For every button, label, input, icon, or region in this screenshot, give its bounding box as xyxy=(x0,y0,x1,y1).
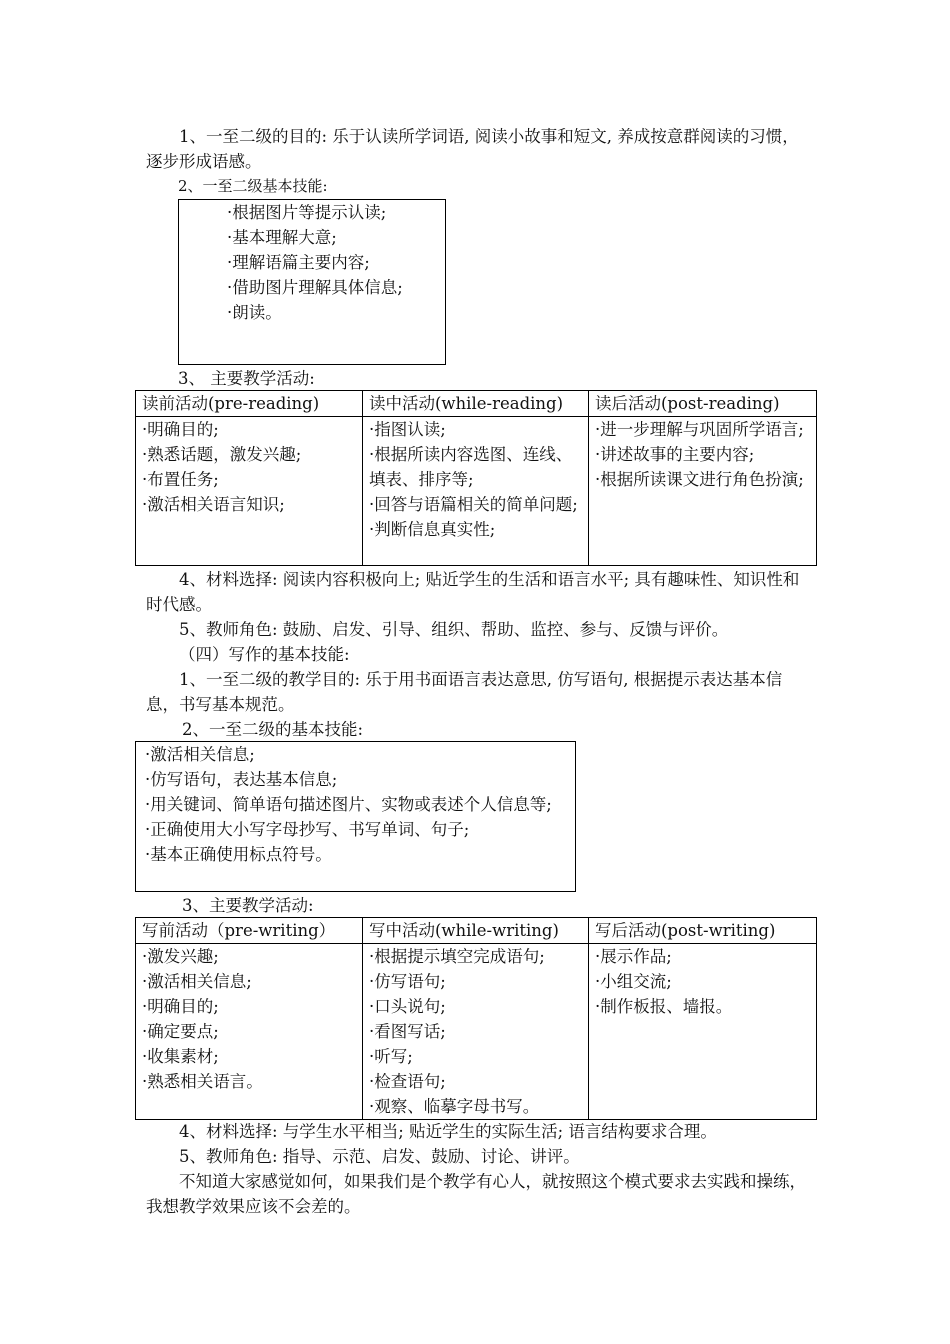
writing-goal-paragraph: 1、一至二级的教学目的: 乐于用书面语言表达意思, 仿写语句, 根据提示表达基本信息，书写基本规范。 xyxy=(146,670,783,714)
table-header: 写中活动(while-writing) xyxy=(363,918,589,944)
writing-activities-heading: 3、主要教学活动: xyxy=(182,896,314,915)
reading-skills-box xyxy=(178,199,446,365)
list-item: ·激发兴趣; xyxy=(142,947,219,966)
table-header: 写后活动(post-writing) xyxy=(589,918,817,944)
table-cell xyxy=(136,944,363,1120)
list-item: ·熟悉话题，激发兴趣; xyxy=(142,445,302,464)
list-item: ·回答与语篇相关的简单问题; xyxy=(369,495,578,514)
table-cell xyxy=(363,417,589,566)
list-item: ·根据提示填空完成语句; xyxy=(369,947,545,966)
list-item: ·激活相关信息; xyxy=(142,972,252,991)
list-item: ·观察、临摹字母书写。 xyxy=(369,1097,540,1116)
list-item: ·基本理解大意; xyxy=(227,228,337,247)
writing-section-heading: （四）写作的基本技能: xyxy=(179,645,350,664)
table-header: 读前活动(pre-reading) xyxy=(136,391,363,417)
reading-activities-table xyxy=(135,390,817,566)
table-cell xyxy=(136,417,363,566)
list-item: ·明确目的; xyxy=(142,420,219,439)
table-header: 读中活动(while-reading) xyxy=(363,391,589,417)
table-header: 写前活动（pre-writing） xyxy=(136,918,363,944)
list-item: ·理解语篇主要内容; xyxy=(227,253,370,272)
reading-teacher-role-paragraph: 5、教师角色: 鼓励、启发、引导、组织、帮助、监控、参与、反馈与评价。 xyxy=(179,620,729,639)
list-item: ·制作板报、墙报。 xyxy=(595,997,733,1016)
list-item: ·进一步理解与巩固所学语言; xyxy=(595,420,804,439)
list-item: ·讲述故事的主要内容; xyxy=(595,445,755,464)
list-item: ·根据图片等提示认读; xyxy=(227,203,387,222)
list-item: ·仿写语句; xyxy=(369,972,446,991)
table-row xyxy=(136,417,817,566)
list-item: ·展示作品; xyxy=(595,947,672,966)
list-item: ·确定要点; xyxy=(142,1022,219,1041)
table-header: 读后活动(post-reading) xyxy=(589,391,817,417)
list-item: ·小组交流; xyxy=(595,972,672,991)
list-item: ·口头说句; xyxy=(369,997,446,1016)
reading-activities-heading: 3、 主要教学活动: xyxy=(178,369,315,388)
list-item: ·借助图片理解具体信息; xyxy=(227,278,403,297)
reading-skills-heading: 2、一至二级基本技能: xyxy=(178,177,328,195)
table-cell xyxy=(363,944,589,1120)
list-item: ·收集素材; xyxy=(142,1047,219,1066)
list-item: ·根据所读内容选图、连线、填表、排序等; xyxy=(369,445,573,489)
table-header-row xyxy=(136,918,817,944)
writing-skills-heading: 2、一至二级的基本技能: xyxy=(182,720,364,739)
table-row xyxy=(136,944,817,1120)
reading-goal-paragraph: 1、一至二级的目的: 乐于认读所学词语, 阅读小故事和短文, 养成按意群阅读的习惯，逐步形成语感。 xyxy=(146,127,799,171)
writing-material-paragraph: 4、材料选择: 与学生水平相当; 贴近学生的实际生活; 语言结构要求合理。 xyxy=(179,1122,717,1141)
writing-teacher-role-paragraph: 5、教师角色: 指导、示范、启发、鼓励、讨论、讲评。 xyxy=(179,1147,580,1166)
list-item: ·熟悉相关语言。 xyxy=(142,1072,263,1091)
list-item: ·激活相关语言知识; xyxy=(142,495,285,514)
list-item: ·正确使用大小写字母抄写、书写单词、句子; xyxy=(145,820,470,839)
table-cell xyxy=(589,944,817,1120)
list-item: ·根据所读课文进行角色扮演; xyxy=(595,470,804,489)
list-item: ·指图认读; xyxy=(369,420,446,439)
list-item: ·明确目的; xyxy=(142,997,219,1016)
list-item: ·检查语句; xyxy=(369,1072,446,1091)
list-item: ·判断信息真实性; xyxy=(369,520,496,539)
closing-paragraph: 不知道大家感觉如何，如果我们是个教学有心人，就按照这个模式要求去实践和操练，我想教学效果应该不会差的。 xyxy=(146,1172,806,1216)
list-item: ·布置任务; xyxy=(142,470,219,489)
list-item: ·听写; xyxy=(369,1047,413,1066)
list-item: ·看图写话; xyxy=(369,1022,446,1041)
writing-activities-table xyxy=(135,917,817,1120)
writing-skills-box xyxy=(135,741,576,892)
list-item: ·用关键词、简单语句描述图片、实物或表述个人信息等; xyxy=(145,795,552,814)
table-header-row xyxy=(136,391,817,417)
list-item: ·仿写语句，表达基本信息; xyxy=(145,770,338,789)
list-item: ·朗读。 xyxy=(227,303,282,322)
list-item: ·激活相关信息; xyxy=(145,745,255,764)
table-cell xyxy=(589,417,817,566)
list-item: ·基本正确使用标点符号。 xyxy=(145,845,332,864)
reading-material-paragraph: 4、材料选择: 阅读内容积极向上; 贴近学生的生活和语言水平; 具有趣味性、知识性和时代感。 xyxy=(146,570,800,614)
